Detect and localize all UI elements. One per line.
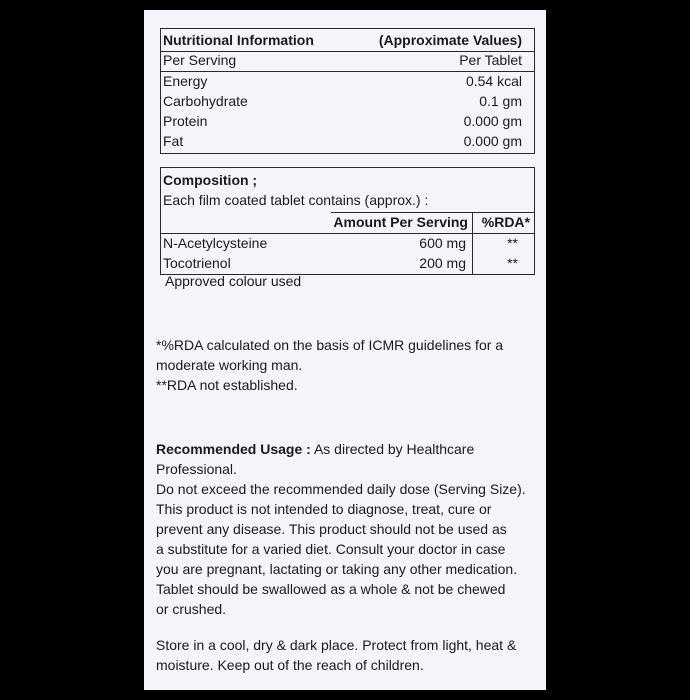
product-label (144, 10, 546, 690)
nutrient-name: Carbohydrate (163, 93, 248, 109)
ingredient-rda: ** (507, 255, 518, 271)
ingredient-amount: 200 mg (419, 255, 466, 271)
usage-line: you are pregnant, lactating or taking any other medication. (156, 561, 518, 577)
nutrition-serving-row (161, 51, 534, 69)
nutrition-title: Nutritional Information (163, 32, 314, 48)
nutrient-name: Energy (163, 73, 208, 89)
rda-footnotes (156, 336, 536, 396)
footnote-line: *%RDA calculated on the basis of ICMR guidelines for a (156, 337, 504, 353)
usage-line: Do not exceed the recommended daily dose (Serving Size). (156, 481, 526, 497)
composition-table (160, 167, 535, 275)
recommended-usage (156, 440, 536, 620)
nutrient-name: Fat (163, 133, 184, 149)
nutrition-approx-label: (Approximate Values) (378, 32, 522, 48)
usage-line: or crushed. (156, 601, 227, 617)
ingredient-name: N-Acetylcysteine (163, 235, 268, 251)
usage-line: Tablet should be swallowed as a whole & not be chewed (156, 581, 506, 597)
nutrient-value: 0.54 kcal (465, 73, 522, 89)
usage-first-line (156, 440, 536, 460)
nutrition-table (160, 28, 535, 154)
usage-line: This product is not intended to diagnose, treat, cure or (156, 501, 492, 517)
nutrition-row-energy (161, 72, 534, 90)
per-tablet-label: Per Tablet (459, 52, 522, 68)
storage-line: Store in a cool, dry & dark place. Protect from light, heat & (156, 637, 517, 653)
usage-line: a substitute for a varied diet. Consult your doctor in case (156, 541, 506, 557)
footnote-line: **RDA not established. (156, 377, 298, 393)
usage-text: As directed by Healthcare (310, 441, 475, 457)
nutrition-row-fat (161, 132, 534, 150)
ingredient-amount: 600 mg (419, 235, 466, 251)
usage-line: Professional. (156, 461, 237, 477)
amount-column-header: Amount Per Serving (333, 214, 468, 230)
usage-line: prevent any disease. This product should not be used as (156, 521, 507, 537)
ingredient-name: Tocotrienol (163, 255, 231, 271)
colour-note: Approved colour used (165, 273, 302, 289)
nutrition-row-carbohydrate (161, 92, 534, 110)
usage-heading: Recommended Usage : (156, 441, 311, 457)
column-divider (472, 212, 473, 275)
ingredient-rda: ** (507, 235, 518, 251)
nutrient-value: 0.000 gm (463, 133, 522, 149)
storage-line: moisture. Keep out of the reach of children. (156, 657, 424, 673)
composition-subtitle: Each film coated tablet contains (approx.) : (163, 192, 429, 208)
footnote-line: moderate working man. (156, 357, 303, 373)
nutrient-value: 0.1 gm (479, 93, 522, 109)
nutrient-value: 0.000 gm (463, 113, 522, 129)
composition-title: Composition ; (163, 172, 258, 188)
nutrition-header-row (161, 31, 534, 49)
nutrition-row-protein (161, 112, 534, 130)
nutrient-name: Protein (163, 113, 208, 129)
storage-instructions (156, 636, 536, 676)
per-serving-label: Per Serving (163, 52, 237, 68)
rda-column-header: %RDA* (481, 214, 530, 230)
